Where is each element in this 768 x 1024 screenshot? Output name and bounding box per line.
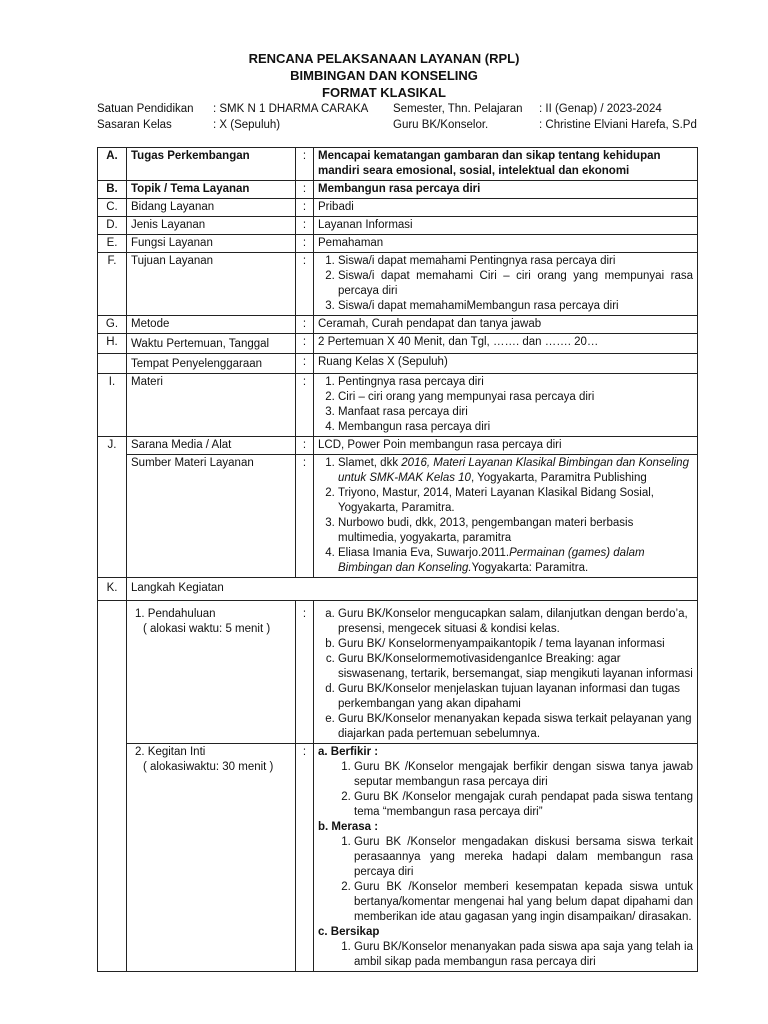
waktu-label: Waktu Pertemuan, Tanggal: [131, 338, 270, 350]
row-jenis: [98, 217, 698, 235]
tempat-value: Ruang Kelas X (Sepuluh): [314, 354, 698, 374]
row-letter: C.: [98, 199, 127, 217]
sumber-list: [318, 456, 693, 576]
inti-cell: [127, 744, 296, 972]
tujuan-list: [318, 254, 693, 314]
sumber-label: Sumber Materi Layanan: [127, 455, 296, 578]
row-letter: J.: [98, 437, 127, 455]
inti-steps: [314, 744, 698, 972]
bersikap-heading: c. Bersikap: [318, 926, 380, 938]
row-label: [127, 437, 296, 455]
row-letter: I.: [98, 374, 127, 437]
row-pendahuluan: [98, 601, 698, 744]
row-label: Fungsi Layanan: [127, 235, 296, 253]
row-label: Tugas Perkembangan: [127, 148, 296, 181]
merasa-list: [318, 835, 693, 925]
row-value: Mencapai kematangan gambaran dan sikap tentang kehidupan mandiri seara emosional, sosial, intelektual dan ekonomi: [314, 148, 698, 181]
tempat-label: Tempat Penyelenggaraan: [127, 354, 296, 374]
doc-subtitle: BIMBINGAN DAN KONSELING: [290, 68, 478, 83]
guru-label: Guru BK/Konselor.: [393, 119, 489, 131]
list-item: 3. Siswa/i dapat memahamiMembangun rasa percaya diri: [338, 299, 693, 314]
berfikir-heading: a. Berfikir :: [318, 746, 379, 758]
row-colon: :: [296, 253, 314, 316]
row-letter: E.: [98, 235, 127, 253]
row-label: Metode: [127, 316, 296, 334]
inti-time: ( alokasiwaktu: 30 menit ): [143, 761, 274, 773]
row-colon: :: [296, 148, 314, 181]
row-value: Pribadi: [314, 199, 698, 217]
row-colon: :: [296, 374, 314, 437]
merasa-heading: b. Merasa :: [318, 821, 379, 833]
row-letter: H.: [98, 334, 127, 354]
row-colon: :: [296, 437, 314, 455]
list-item: a. Guru BK/Konselor mengucapkan salam, dilanjutkan dengan berdo’a, presensi, mengecek situasi & kondisi kelas.: [338, 607, 693, 637]
pendahuluan-time: ( alokasi waktu: 5 menit ): [143, 623, 271, 635]
pendahuluan-steps: [314, 601, 698, 744]
row-letter: A.: [98, 148, 127, 181]
row-letter: D.: [98, 217, 127, 235]
list-item: 4. Membangun rasa percaya diri: [338, 420, 693, 435]
row-waktu: [98, 334, 698, 354]
row-colon: :: [296, 181, 314, 199]
row-value: [314, 374, 698, 437]
row-value: [314, 253, 698, 316]
row-colon: :: [296, 601, 314, 744]
semester-label: Semester, Thn. Pelajaran: [393, 103, 523, 115]
list-item: c. Guru BK/KonselormemotivasidenganIce Breaking: agar siswasenang, tertarik, bersemangat, siap mengikuti layanan informasi: [338, 652, 693, 682]
row-value: Pemahaman: [314, 235, 698, 253]
sumber-value: [314, 455, 698, 578]
row-value: Membangun rasa percaya diri: [314, 181, 698, 199]
row-sarana: [98, 437, 698, 455]
list-item: 2. Guru BK /Konselor memberi kesempatan kepada siswa untuk bertanya/komentar mengenai hal yang belum dapat dipahami dan memberikan ide atau gagasan yang ingin disampaikan/ dirasakan.: [354, 880, 693, 925]
row-letter-empty: [98, 744, 127, 972]
list-item: 1. Guru BK /Konselor mengajak berfikir dengan siswa tanya jawab seputar membangun rasa percaya diri: [354, 760, 693, 790]
list-item: 3. Manfaat rasa percaya diri: [338, 405, 693, 420]
row-langkah: [98, 578, 698, 601]
row-topik: [98, 181, 698, 199]
list-item: 2. Siswa/i dapat memahami Ciri – ciri orang yang mempunyai rasa percaya diri: [338, 269, 693, 299]
row-colon: :: [296, 217, 314, 235]
bersikap-list: [318, 940, 693, 970]
row-letter: B.: [98, 181, 127, 199]
row-tugas: [98, 148, 698, 181]
row-letter: F.: [98, 253, 127, 316]
row-value: 2 Pertemuan X 40 Menit, dan Tgl, ……. dan ……. 20…: [314, 334, 698, 354]
row-colon: :: [296, 199, 314, 217]
list-item: b. Guru BK/ Konselormenyampaikantopik / tema layanan informasi: [338, 637, 693, 652]
row-bidang: [98, 199, 698, 217]
row-label: Materi: [127, 374, 296, 437]
list-item: 3. Nurbowo budi, dkk, 2013, pengembangan materi berbasis multimedia, yogyakarta, paramitra: [338, 516, 693, 546]
pendahuluan-cell: [127, 601, 296, 744]
row-inti: [98, 744, 698, 972]
guru-value: : Christine Elviani Harefa, S.Pd: [539, 119, 697, 131]
row-label: [127, 334, 296, 354]
sasaran-value: : X (Sepuluh): [213, 119, 281, 131]
row-value: Layanan Informasi: [314, 217, 698, 235]
row-colon: :: [296, 334, 314, 354]
satuan-value: : SMK N 1 DHARMA CARAKA: [213, 103, 369, 115]
semester-value: : II (Genap) / 2023-2024: [539, 103, 662, 115]
row-materi: [98, 374, 698, 437]
row-tempat: [98, 354, 698, 374]
satuan-label: Satuan Pendidikan: [97, 103, 194, 115]
list-item: 4. Eliasa Imania Eva, Suwarjo.2011.Permainan (games) dalam Bimbingan dan Konseling.Yogyakarta: Paramitra.: [338, 546, 693, 576]
list-item: 1. Guru BK /Konselor mengadakan diskusi bersama siswa terkait perasaannya yang mereka hadapi dalam membangun rasa percaya diri: [354, 835, 693, 880]
pendahuluan-label: 1. Pendahuluan: [135, 608, 216, 620]
list-item: 1. Guru BK/Konselor menanyakan pada siswa apa saja yang telah ia ambil sikap pada membangun rasa percaya diri: [354, 940, 693, 970]
rpl-table: [97, 147, 698, 972]
doc-format: FORMAT KLASIKAL: [322, 85, 446, 100]
sasaran-label: Sasaran Kelas: [97, 119, 172, 131]
row-letter-empty: [98, 455, 127, 578]
row-tujuan: [98, 253, 698, 316]
list-item: 2. Triyono, Mastur, 2014, Materi Layanan Klasikal Bidang Sosial, Yogyakarta, Paramitra.: [338, 486, 693, 516]
list-item: 1. Siswa/i dapat memahami Pentingnya rasa percaya diri: [338, 254, 693, 269]
row-letter: K.: [98, 578, 127, 601]
row-letter: G.: [98, 316, 127, 334]
row-letter-empty: [98, 601, 127, 744]
sarana-value: LCD, Power Poin membangun rasa percaya diri: [314, 437, 698, 455]
row-colon: :: [296, 354, 314, 374]
row-colon: :: [296, 235, 314, 253]
row-colon: :: [296, 455, 314, 578]
sarana-label: Sarana Media / Alat: [131, 439, 232, 451]
inti-label: 2. Kegitan Inti: [135, 746, 206, 758]
row-metode: [98, 316, 698, 334]
doc-title: RENCANA PELAKSANAAN LAYANAN (RPL): [248, 51, 520, 66]
row-label: Topik / Tema Layanan: [127, 181, 296, 199]
materi-list: [318, 375, 693, 435]
berfikir-list: [318, 760, 693, 820]
list-item: 1. Slamet, dkk 2016, Materi Layanan Klasikal Bimbingan dan Konseling untuk SMK-MAK Kelas 10, Yogyakarta, Paramitra Publishing: [338, 456, 693, 486]
row-fungsi: [98, 235, 698, 253]
row-label: Tujuan Layanan: [127, 253, 296, 316]
pendahuluan-list: [318, 607, 693, 742]
list-item: 1. Pentingnya rasa percaya diri: [338, 375, 693, 390]
list-item: d. Guru BK/Konselor menjelaskan tujuan layanan informasi dan tugas perkembangan yang akan dipahami: [338, 682, 693, 712]
row-label: Bidang Layanan: [127, 199, 296, 217]
list-item: 2. Guru BK /Konselor mengajak curah pendapat pada siswa tentang tema “membangun rasa percaya diri”: [354, 790, 693, 820]
row-value: Ceramah, Curah pendapat dan tanya jawab: [314, 316, 698, 334]
row-label: Langkah Kegiatan: [127, 578, 698, 601]
row-colon: :: [296, 744, 314, 972]
list-item: 2. Ciri – ciri orang yang mempunyai rasa percaya diri: [338, 390, 693, 405]
row-sumber: [98, 455, 698, 578]
row-label: Jenis Layanan: [127, 217, 296, 235]
row-colon: :: [296, 316, 314, 334]
row-letter-empty: [98, 354, 127, 374]
list-item: e. Guru BK/Konselor menanyakan kepada siswa terkait pelayanan yang diajarkan pada pertemuan sebelumnya.: [338, 712, 693, 742]
